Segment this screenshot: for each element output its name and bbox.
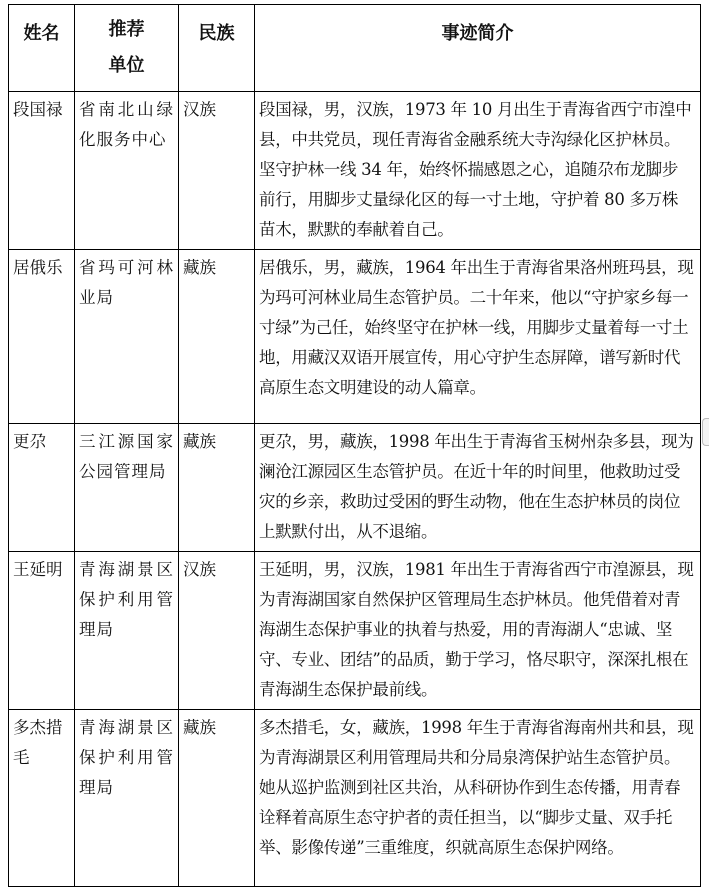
deeds-table xyxy=(8,4,701,887)
header-row xyxy=(9,5,701,92)
cell-ethnicity: 汉族 xyxy=(179,552,255,710)
cell-unit: 省南北山绿化服务中心 xyxy=(75,92,179,250)
header-ethnicity: 民族 xyxy=(179,5,255,92)
cell-name: 王延明 xyxy=(9,552,75,710)
cell-unit: 省玛可河林业局 xyxy=(75,250,179,424)
cell-intro: 王延明，男，汉族，1981 年出生于青海省西宁市湟源县，现为青海湖国家自然保护区管理局生态护林员。他凭借着对青海湖生态保护事业的执着与热爱，用的青海湖人“忠诚、坚守、专业、团结”的品质，勤于学习，恪尽职守，深深扎根在青海湖生态保护最前线。 xyxy=(255,552,701,710)
table-row xyxy=(9,250,701,424)
header-name: 姓名 xyxy=(9,5,75,92)
cell-unit: 青海湖景区保护利用管理局 xyxy=(75,710,179,887)
header-unit-line2: 单位 xyxy=(108,55,145,76)
cell-intro: 多杰措毛，女，藏族，1998 年生于青海省海南州共和县，现为青海湖景区利用管理局共和分局泉湾保护站生态管护员。她从巡护监测到社区共治，从科研协作到生态传播，用青春诠释着高原生态守护者的责任担当，以“脚步丈量、双手托举、影像传递”三重维度，织就高原生态保护网络。 xyxy=(255,710,701,887)
header-intro: 事迹简介 xyxy=(255,5,701,92)
cell-ethnicity: 汉族 xyxy=(179,92,255,250)
cell-name: 段国禄 xyxy=(9,92,75,250)
side-tab-handle[interactable] xyxy=(702,418,709,446)
cell-ethnicity: 藏族 xyxy=(179,250,255,424)
cell-ethnicity: 藏族 xyxy=(179,424,255,552)
header-unit-line1: 推荐 xyxy=(108,19,145,40)
cell-intro: 段国禄，男，汉族，1973 年 10 月出生于青海省西宁市湟中县，中共党员，现任青海省金融系统大寺沟绿化区护林员。坚守护林一线 34 年，始终怀揣感恩之心，追随尕布龙脚步前行，用脚步丈量绿化区的每一寸土地，守护着 80 多万株苗木，默默的奉献着自己。 xyxy=(255,92,701,250)
cell-intro: 居俄乐，男，藏族，1964 年出生于青海省果洛州班玛县，现为玛可河林业局生态管护员。二十年来，他以“守护家乡每一寸绿”为己任，始终坚守在护林一线，用脚步丈量着每一寸土地，用藏汉双语开展宣传，用心守护生态屏障，谱写新时代高原生态文明建设的动人篇章。 xyxy=(255,250,701,424)
cell-name: 居俄乐 xyxy=(9,250,75,424)
table-row xyxy=(9,552,701,710)
cell-unit: 三江源国家公园管理局 xyxy=(75,424,179,552)
cell-name: 更尕 xyxy=(9,424,75,552)
cell-intro: 更尕，男，藏族，1998 年出生于青海省玉树州杂多县，现为澜沧江源园区生态管护员。在近十年的时间里，他救助过受灾的乡亲，救助过受困的野生动物，他在生态护林员的岗位上默默付出，从不退缩。 xyxy=(255,424,701,552)
cell-unit: 青海湖景区保护利用管理局 xyxy=(75,552,179,710)
table-row xyxy=(9,424,701,552)
table-row xyxy=(9,710,701,887)
cell-name: 多杰措毛 xyxy=(9,710,75,887)
cell-ethnicity: 藏族 xyxy=(179,710,255,887)
header-unit xyxy=(75,5,179,92)
table-row xyxy=(9,92,701,250)
